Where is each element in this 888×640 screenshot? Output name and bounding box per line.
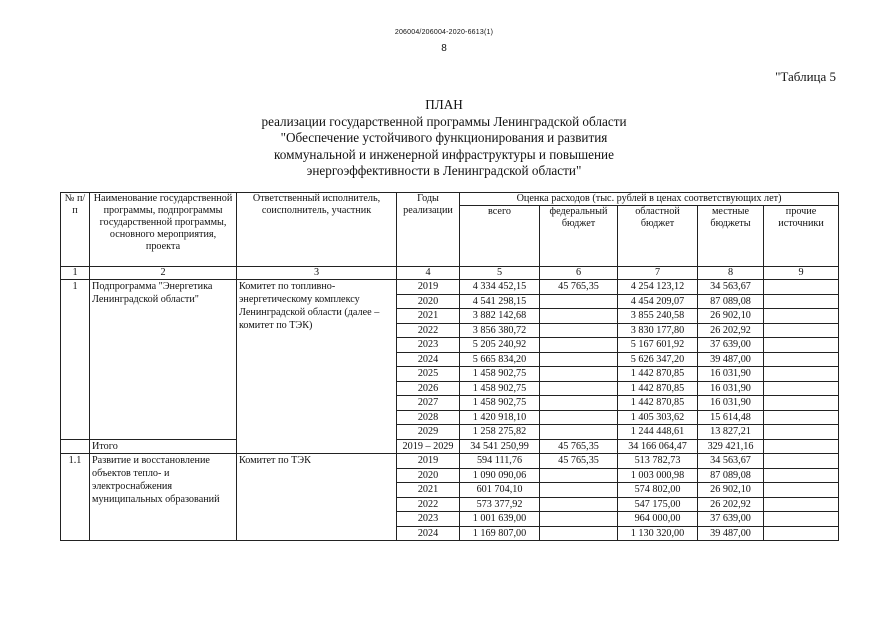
other-cell	[764, 367, 839, 382]
other-cell	[764, 410, 839, 425]
local-cell: 13 827,21	[698, 425, 764, 440]
federal-cell	[540, 381, 618, 396]
local-cell: 39 487,00	[698, 526, 764, 541]
table-reference: "Таблица 5	[775, 69, 836, 84]
local-cell: 26 902,10	[698, 309, 764, 324]
regional-cell: 1 405 303,62	[618, 410, 698, 425]
other-cell	[764, 526, 839, 541]
page-number: 8	[441, 43, 447, 54]
years-cell: 2023	[397, 512, 460, 527]
other-cell	[764, 483, 839, 498]
header-executor: Ответственный исполнитель, соисполнитель, участник	[237, 193, 397, 267]
total-cell: 573 377,92	[460, 497, 540, 512]
program-name: Подпрограмма "Энергетика Ленинградской области"	[90, 280, 237, 440]
regional-cell: 1 442 870,85	[618, 381, 698, 396]
federal-cell	[540, 468, 618, 483]
other-cell	[764, 396, 839, 411]
total-cell: 1 090 090,06	[460, 468, 540, 483]
executor-name: Комитет по топливно-энергетическому комплексу Ленинградской области (далее – комитет по ТЭК)	[237, 280, 397, 454]
column-index: 5	[460, 267, 540, 280]
title-line: энергоэффективности в Ленинградской области"	[306, 163, 582, 178]
years-cell: 2024	[397, 352, 460, 367]
federal-cell	[540, 323, 618, 338]
local-cell: 16 031,90	[698, 381, 764, 396]
regional-cell: 1 003 000,98	[618, 468, 698, 483]
local-cell: 26 202,92	[698, 323, 764, 338]
regional-cell: 5 626 347,20	[618, 352, 698, 367]
local-cell: 39 487,00	[698, 352, 764, 367]
federal-cell	[540, 512, 618, 527]
title-line: "Обеспечение устойчивого функционирования и развития	[280, 130, 608, 145]
header-local: местные бюджеты	[698, 206, 764, 267]
executor-name: Комитет по ТЭК	[237, 454, 397, 541]
federal-cell	[540, 309, 618, 324]
years-cell: 2021	[397, 483, 460, 498]
local-cell: 34 563,67	[698, 454, 764, 469]
federal-cell: 45 765,35	[540, 454, 618, 469]
regional-cell: 513 782,73	[618, 454, 698, 469]
table-row	[61, 454, 839, 469]
total-cell: 4 334 452,15	[460, 280, 540, 295]
header-years: Годы реализации	[397, 193, 460, 267]
other-cell	[764, 294, 839, 309]
federal-cell	[540, 367, 618, 382]
column-index: 8	[698, 267, 764, 280]
local-cell: 34 563,67	[698, 280, 764, 295]
local-cell: 87 089,08	[698, 294, 764, 309]
header-other: прочие источники	[764, 206, 839, 267]
other-cell	[764, 425, 839, 440]
other-cell	[764, 454, 839, 469]
total-cell: 1 458 902,75	[460, 367, 540, 382]
column-index: 3	[237, 267, 397, 280]
total-cell: 1 169 807,00	[460, 526, 540, 541]
local-cell: 37 639,00	[698, 512, 764, 527]
total-cell: 3 882 142,68	[460, 309, 540, 324]
federal-cell	[540, 425, 618, 440]
regional-cell: 1 442 870,85	[618, 367, 698, 382]
other-cell	[764, 323, 839, 338]
federal-cell	[540, 497, 618, 512]
other-cell	[764, 512, 839, 527]
years-cell: 2021	[397, 309, 460, 324]
other-cell	[764, 497, 839, 512]
years-cell: 2028	[397, 410, 460, 425]
years-cell: 2020	[397, 294, 460, 309]
years-cell: 2026	[397, 381, 460, 396]
plan-table-body	[61, 280, 839, 541]
column-index: 7	[618, 267, 698, 280]
other-cell	[764, 439, 839, 454]
document-title	[0, 97, 888, 180]
header-costs-group: Оценка расходов (тыс. рублей в ценах соответствующих лет)	[460, 193, 839, 206]
years-cell: 2020	[397, 468, 460, 483]
local-cell: 329 421,16	[698, 439, 764, 454]
total-row	[61, 439, 839, 454]
total-cell: 1 001 639,00	[460, 512, 540, 527]
local-cell: 87 089,08	[698, 468, 764, 483]
years-cell: 2019	[397, 280, 460, 295]
regional-cell: 547 175,00	[618, 497, 698, 512]
column-index: 9	[764, 267, 839, 280]
total-cell: 1 458 902,75	[460, 396, 540, 411]
column-index: 1	[61, 267, 90, 280]
header-total: всего	[460, 206, 540, 267]
total-cell: 5 665 834,20	[460, 352, 540, 367]
local-cell: 26 202,92	[698, 497, 764, 512]
column-index-row	[61, 267, 839, 280]
total-cell: 4 541 298,15	[460, 294, 540, 309]
title-line: ПЛАН	[425, 97, 463, 112]
regional-cell: 574 802,00	[618, 483, 698, 498]
local-cell: 26 902,10	[698, 483, 764, 498]
program-name: Развитие и восстановление объектов тепло- и электроснабжения муниципальных образований	[90, 454, 237, 541]
title-line: коммунальной и инженерной инфраструктуры и повышение	[274, 146, 614, 162]
total-cell: 5 205 240,92	[460, 338, 540, 353]
header-name: Наименование государственной программы, подпрограммы государственной программы, основного мероприятия, проекта	[90, 193, 237, 267]
federal-cell	[540, 352, 618, 367]
total-label: Итого	[90, 439, 237, 454]
years-cell: 2022	[397, 497, 460, 512]
total-cell: 34 541 250,99	[460, 439, 540, 454]
other-cell	[764, 381, 839, 396]
local-cell: 15 614,48	[698, 410, 764, 425]
years-cell: 2023	[397, 338, 460, 353]
regional-cell: 964 000,00	[618, 512, 698, 527]
regional-cell: 5 167 601,92	[618, 338, 698, 353]
federal-cell	[540, 410, 618, 425]
regional-cell: 3 855 240,58	[618, 309, 698, 324]
header-regional: областной бюджет	[618, 206, 698, 267]
row-number-empty	[61, 439, 90, 454]
years-cell: 2022	[397, 323, 460, 338]
years-cell: 2029	[397, 425, 460, 440]
years-cell: 2024	[397, 526, 460, 541]
total-cell: 3 856 380,72	[460, 323, 540, 338]
column-index: 4	[397, 267, 460, 280]
title-line: реализации государственной программы Ленинградской области	[261, 113, 627, 129]
other-cell	[764, 280, 839, 295]
regional-cell: 3 830 177,80	[618, 323, 698, 338]
regional-cell: 34 166 064,47	[618, 439, 698, 454]
local-cell: 37 639,00	[698, 338, 764, 353]
federal-cell	[540, 483, 618, 498]
column-index: 6	[540, 267, 618, 280]
row-number: 1.1	[61, 454, 90, 541]
column-index: 2	[90, 267, 237, 280]
total-cell: 1 258 275,82	[460, 425, 540, 440]
row-number: 1	[61, 280, 90, 440]
total-cell: 1 420 918,10	[460, 410, 540, 425]
years-cell: 2027	[397, 396, 460, 411]
years-cell: 2019	[397, 454, 460, 469]
total-cell: 601 704,10	[460, 483, 540, 498]
federal-cell	[540, 338, 618, 353]
other-cell	[764, 352, 839, 367]
regional-cell: 1 244 448,61	[618, 425, 698, 440]
total-cell: 594 111,76	[460, 454, 540, 469]
table-row	[61, 280, 839, 295]
federal-cell	[540, 294, 618, 309]
header-num: № п/п	[61, 193, 90, 267]
years-cell: 2025	[397, 367, 460, 382]
local-cell: 16 031,90	[698, 396, 764, 411]
federal-cell	[540, 526, 618, 541]
other-cell	[764, 468, 839, 483]
other-cell	[764, 338, 839, 353]
federal-cell: 45 765,35	[540, 439, 618, 454]
header-federal: федеральный бюджет	[540, 206, 618, 267]
regional-cell: 1 130 320,00	[618, 526, 698, 541]
other-cell	[764, 309, 839, 324]
plan-table	[60, 192, 839, 541]
local-cell: 16 031,90	[698, 367, 764, 382]
regional-cell: 4 254 123,12	[618, 280, 698, 295]
regional-cell: 1 442 870,85	[618, 396, 698, 411]
document-number: 206004/206004-2020-6613(1)	[394, 29, 494, 36]
years-cell: 2019 – 2029	[397, 439, 460, 454]
total-cell: 1 458 902,75	[460, 381, 540, 396]
federal-cell	[540, 396, 618, 411]
federal-cell: 45 765,35	[540, 280, 618, 295]
regional-cell: 4 454 209,07	[618, 294, 698, 309]
